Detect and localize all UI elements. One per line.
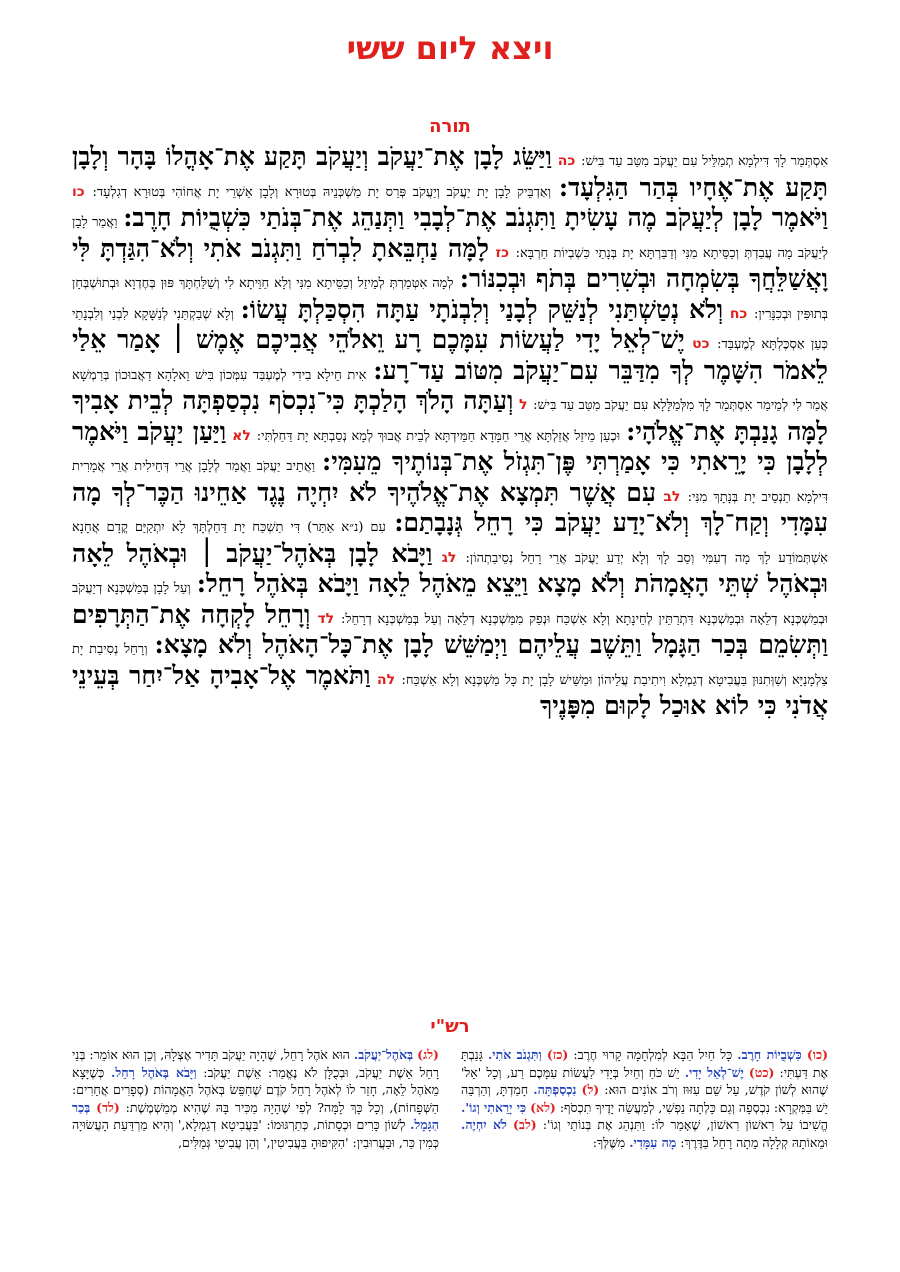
torah-heading: תורה (429, 116, 471, 137)
onkelos-translation: וְעַל לָבָן בְּמַשְׁכְּנָא דְיַעֲקֹב וּבְמַשְׁכְּנָא דְלֵאָה וּבְמַשְׁכְּנָא דִּתְרַתֵּין לְחֵינָתָא וְלָא אַשְׁכַּח וּנְפַק מִמַּשְׁכְּנָא דְלֵאָה וְעַל בְּמַשְׁכְּנָא דְרָחֵל: (72, 581, 828, 627)
torah-verse: וַיַּעַן יַעֲקֹב וַיֹּאמֶר לְלָבָן כִּי יָרֵאתִי כִּי אָמַרְתִּי פֶּן־תִּגְזֹל אֶת־בְּנוֹתֶיךָ מֵעִמִּי: (72, 416, 828, 476)
rashi-comment: לְשׁוֹן כָּרִים וּכְסָתוֹת, כְּתַרְגּוּמוֹ: 'בַּעֲבִיטָא דְגַמְלָא,' וְהִיא מַרְדַּעַת הָעֲשׂוּיָה כְּמִין כַּר, וּבַעֲרוּבִין: 'הִקִּיפוּהָ בַּעֲבִיטִין,' וְהֵן עֲבִיטֵי גְּמַלִּים, (72, 1117, 439, 1150)
torah-verse: וַיֹּאמֶר לָבָן לְיַעֲקֹב מֶה עָשִׂיתָ וַתִּגְנֹב אֶת־לְבָבִי וַתְּנַהֵג אֶת־בְּנֹתַי כִּשְׁבֻיוֹת חָרֶב: (123, 203, 828, 232)
rashi-dibur-hamatchil: נִכְסַפְתָּה. (533, 1082, 577, 1097)
torah-verse: עִם אֲשֶׁר תִּמְצָא אֶת־אֱלֹהֶיךָ לֹא יִחְיֶה נֶגֶד אַחֵינוּ הַכֶּר־לְךָ מָה עִמָּדִי וְקַח־לָךְ וְלֹא־יָדַע יַעֲקֹב כִּי רָחֵל גְּנָבָתַם: (72, 477, 828, 537)
verse-number: לה (376, 671, 396, 688)
onkelos-translation: וַאֲתֵיב יַעֲקֹב וַאֲמַר לְלָבָן אֲרֵי דְּחֵילִית אֲרֵי אֲמָרִית דִּילְמָא תַנְסֵיב יָת בְּנָתָךְ מִנִּי: (72, 459, 828, 505)
verse-number: ל (519, 397, 528, 413)
torah-verse: וְעַתָּה הָלֹךְ הָלַכְתָּ כִּי־נִכְסֹף נִכְסַפְתָּה לְבֵית אָבִיךָ לָמָּה גָנַבְתָּ אֶת־אֱלֹהָי: (72, 386, 828, 446)
torah-verse: וַיָּבֹא לָבָן בְּאֹהֶל־יַעֲקֹב ׀ וּבְאֹהֶל לֵאָה וּבְאֹהֶל שְׁתֵּי הָאֲמָהֹת וְלֹא מָצָא וַיֵּצֵא מֵאֹהֶל לֵאָה וַיָּבֹא בְּאֹהֶל רָחֵל: (72, 538, 828, 598)
rashi-comment: הוּא אֹהֶל רָחֵל, שֶׁהָיָה יַעֲקֹב תָּדִיר אֶצְלָהּ, וְכֵן הוּא אוֹמֵר: בְּנֵי רָחֵל אֵשֶׁת יַעֲקֹב, וּבְכֻלָּן לֹא נֶאֱמַר: אֵשֶׁת יַעֲקֹב: (72, 1047, 439, 1080)
rashi-dibur-hamatchil: לֹא יִחְיֶה. (461, 1117, 507, 1132)
onkelos-translation: אִסְתְּמַר לָךְ דִּילְמָא תְמַלֵּיל עִם יַעֲקֹב מִטַּב עַד בִּישׁ: (581, 154, 828, 169)
rashi-verse-number: (כו) (806, 1047, 828, 1062)
torah-verse: לָמָּה נַחְבֵּאתָ לִבְרֹחַ וַתִּגְנֹב אֹתִי וְלֹא־הִגַּדְתָּ לִּי וָאֲשַׁלֵּחֲךָ בְּשִׂמְחָה וּבְשִׁרִים בְּתֹף וּבְכִנּוֹר: (72, 233, 828, 293)
verse-number: כז (495, 244, 510, 261)
verse-number: לא (232, 427, 251, 444)
rashi-dibur-hamatchil: בְּאֹהֶל־יַעֲקֹב. (353, 1047, 414, 1062)
verse-number: כו (72, 183, 85, 200)
torah-verse: וַיַּשֵּׂג לָבָן אֶת־יַעֲקֹב וְיַעֲקֹב תָּקַע אֶת־אָהֳלוֹ בָּהָר וְלָבָן תָּקַע אֶת־אֶחָיו בְּהַר הַגִּלְעָד: (72, 144, 828, 202)
rashi-verse-number: (לב) (513, 1117, 537, 1132)
torah-text-block (72, 144, 828, 1012)
rashi-comment: כְּשֶׁיָּצָא מֵאֹהֶל לֵאָה, חָזַר לוֹ לְאֹהֶל רָחֵל קֹדֶם שֶׁחִפֵּשׂ בְּאֹהֶל הָאֲמָהוֹת (סְפָרִים אֲחֵרִים: הַשְּׁפָחוֹת), וְכָל כָּךְ לָמָּה? לְפִי שֶׁהָיָה מַכִּיר בָּהּ שֶׁהִיא מְמַשְׁמֶשֶׁת: (72, 1064, 439, 1115)
rashi-verse-number: (ל) (581, 1082, 600, 1097)
verse-number: כח (729, 305, 748, 322)
rashi-dibur-hamatchil: וַתִּגְנֹב אֹתִי. (487, 1047, 542, 1062)
rashi-column-left (72, 1046, 439, 1256)
onkelos-translation: עִם (נ״א אַתַּר) דִּי תַשְׁכַּח יָת דַּחַלְתָּךְ לָא יִתְקַיַּם קֳדָם אֲחָנָא אִשְׁתְּמוֹדַע לָךְ מָה דְעִמִּי וְסַב לָךְ וְלָא יְדַע יַעֲקֹב אֲרֵי רָחֵל נְסֵיבַתְהוֹן: (72, 520, 828, 566)
rashi-dibur-hamatchil: יֶשׁ־לְאֵל יָדִי. (684, 1064, 744, 1080)
rashi-comment: הֱשִׁיבוֹ עַל רִאשׁוֹן רִאשׁוֹן, שֶׁאָמַר לוֹ: וַתִּנְהַג אֶת בְּנוֹתַי וְגוֹ': (542, 1117, 828, 1132)
rashi-verse-number: (כט) (748, 1064, 775, 1080)
rashi-comment: חָמַדְתָּ, וְהַרְבֵּה יֵשׁ בַּמִּקְרָא: נִכְסְפָה וְגַם כָּלְתָה נַפְשִׁי, לְמַעֲשֵׂה יָדֶיךָ תִכְסֹף: (461, 1082, 828, 1115)
torah-verse: וַתֹּאמֶר אֶל־אָבִיהָ אַל־יִחַר בְּעֵינֵי אֲדֹנִי כִּי לוֹא אוּכַל לָקוּם מִפָּנֶיךָ (72, 660, 828, 720)
onkelos-translation: וּכְעַן מֵיזַל אֲזַלְתָּא אֲרֵי חַמָּדָא חַמֵּידְתָּא לְבֵית אֲבוּךְ לְמָא נְסֵבְתָּא יָת דַּחַלְתִּי: (256, 428, 621, 444)
rashi-comment: יֵשׁ כֹּחַ וְחַיִל בְּיָדִי לַעֲשׂוֹת עִמָּכֶם רַע, וְכָל 'אֵל' שֶׁהוּא לְשׁוֹן קֹדֶשׁ, עַל שֵׁם עִזּוּז וְרֹב אוֹנִים הוּא: (461, 1064, 828, 1097)
rashi-dibur-hamatchil: כִּשְׁבֻיוֹת חָרֶב. (737, 1047, 802, 1062)
rashi-dibur-hamatchil: מָה עִמָּדִי. (629, 1134, 677, 1150)
rashi-commentary (72, 1046, 828, 1256)
onkelos-translation: וַאֲמַר לָבָן לְיַעֲקֹב מָה עֲבַדְתְּ וְכַסֵּיתָא מִנִּי וְדַבַּרְתָּא יָת בְּנָתַי כִּשְׁבְיוֹת חַרְבָּא: (72, 215, 828, 261)
torah-verse: וְלֹא נְטַשְׁתַּנִי לְנַשֵּׁק לְבָנַי וְלִבְנֹתָי עַתָּה הִסְכַּלְתָּ עֲשׂוֹ: (240, 294, 724, 324)
onkelos-translation: וְאַדְבֵּיק לָבָן יָת יַעֲקֹב וְיַעֲקֹב פְּרַס יָת מַשְׁכְּנֵיהּ בְּטוּרָא וְלָבָן אַשְׁרֵי יָת אֲחוֹהִי בְּטוּרָא דְגִלְעָד: (92, 184, 552, 200)
onkelos-translation: אִית חֵילָא בִידִי לְמֶעְבַּד עִמְּכוֹן בִּישׁ וֵאלָהָא דַאֲבוּכוֹן בְּרַמְשָׁא אֲמַר לִי לְמֵימַר אִסְתְּמַר לָךְ מִלְּמַלָּלָא עִם יַעֲקֹב מִטַּב עַד בִּישׁ: (72, 367, 828, 413)
rashi-heading: רש"י (430, 1016, 470, 1037)
verse-number: לג (441, 549, 457, 566)
rashi-comment: גָּנַבְתָּ אֶת דַּעְתִּי: (461, 1047, 828, 1080)
rashi-verse-number: (לג) (417, 1047, 439, 1062)
rashi-verse-number: (לד) (96, 1099, 120, 1115)
rashi-verse-number: (לא) (530, 1099, 556, 1115)
verse-number: לד (317, 610, 335, 627)
rashi-verse-number: (כז) (546, 1047, 569, 1062)
rashi-comment: מִשֶּׁלְּךָ: (592, 1134, 626, 1150)
rashi-comment: כָּל חַיִל הַבָּא לְמִלְחָמָה קָרוּי חֶרֶב: (573, 1047, 733, 1062)
verse-number: כט (692, 336, 710, 352)
rashi-dibur-hamatchil: וַיָּבֹא בְּאֹהֶל רָחֵל. (111, 1064, 197, 1080)
onkelos-translation: וְלָא שְׁבַקְתַּנִי לְנַשָּׁקָא לִבְנַי וְלִבְנָתַי כְּעַן אַסְכֶּלְתָּא לְמֶעְבַּד: (72, 306, 828, 352)
torah-verse: יֶשׁ־לְאֵל יָדִי לַעֲשׂוֹת עִמָּכֶם רָע וֵאלֹהֵי אֲבִיכֶם אֶמֶשׁ ׀ אָמַר אֵלַי לֵאמֹר הִשָּׁמֶר לְךָ מִדַּבֵּר עִם־יַעֲקֹב מִטּוֹב עַד־רָע: (72, 325, 828, 385)
rashi-dibur-hamatchil: בְּכַר הַגָּמָל. (72, 1099, 439, 1132)
onkelos-translation: לְמָה אִטְּמַרְתְּ לְמֵיזַל וְכַסֵּיתָא מִנִּי וְלָא חַוֵּיתָא לִי וְשַׁלַּחְתָּךְ פּוּן בְּחֶדְוָא וּבְתוּשְׁבְּחָן בְּתוּפִּין וּבְכִנָּרִין: (72, 276, 828, 322)
rashi-comment: וּמֵאוֹתָהּ קְלָלָה מֵתָה רָחֵל בַּדֶּרֶךְ: (680, 1134, 828, 1150)
torah-verse: וְרָחֵל לָקְחָה אֶת־הַתְּרָפִים וַתְּשִׂמֵם בְּכַר הַגָּמָל וַתֵּשֶׁב עֲלֵיהֶם וַיְמַשֵּׁשׁ לָבָן אֶת־כָּל־הָאֹהֶל וְלֹא מָצָא: (72, 599, 828, 659)
onkelos-translation: וְרָחֵל נְסִיבַת יָת צַלְמָנַיָּא וְשַׁוְּתִנּוּן בַּעֲבִיטָא דְגַמְלָא וִיתִיבַת עֲלֵיהוֹן וּמַשֵּׁישׁ לָבָן יָת כָּל מַשְׁכְּנָא וְלָא אַשְׁכַּח: (72, 642, 828, 688)
verse-number: לב (663, 488, 681, 505)
rashi-dibur-hamatchil: כִּי יָרֵאתִי וְגוֹ'. (461, 1099, 527, 1115)
verse-number: כה (557, 153, 576, 169)
rashi-column-right (461, 1046, 828, 1256)
page-title: ויצא ליום ששי (346, 29, 554, 67)
